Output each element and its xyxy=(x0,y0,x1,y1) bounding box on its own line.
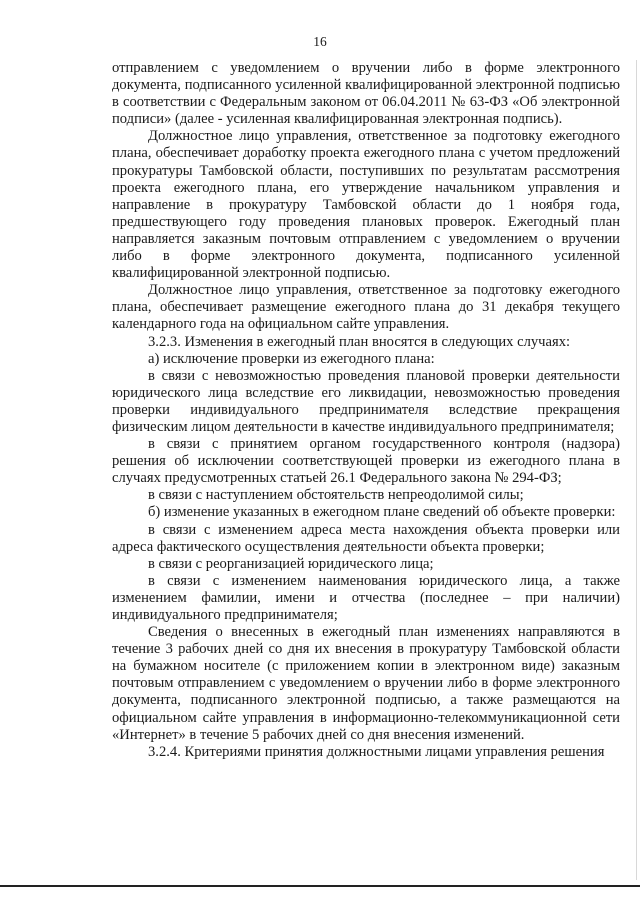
document-body xyxy=(112,60,620,761)
paragraph: Должностное лицо управления, ответственное за подготовку ежегодного плана, обеспечивает размещение ежегодного плана до 31 декабря текущего календарного года на официальном сайте управления. xyxy=(112,282,620,333)
paragraph: 3.2.3. Изменения в ежегодный план вносятся в следующих случаях: xyxy=(148,333,571,350)
paragraph: в связи с принятием органом государственного контроля (надзора) решения об исключении соответствующей проверки из ежегодного плана в случаях предусмотренных статьей 26.1 Федерального закона № 294-ФЗ; xyxy=(112,436,620,487)
paragraph: 3.2.4. Критериями принятия должностными лицами управления решения xyxy=(148,743,605,760)
paragraph: Должностное лицо управления, ответственное за подготовку ежегодного плана, обеспечивает доработку проекта ежегодного плана с учетом предложений прокуратуры Тамбовской области, поступивших по результатам рассмотрения проекта ежегодного плана, его утверждение начальником управления и направление в прокуратуру Тамбовской области до 1 ноября года, предшествующего году проведения плановых проверок. Ежегодный план направляется заказным почтовым отправлением с уведомлением о вручении либо в форме электронного документа, подписанного усиленной квалифицированной электронной подписью. xyxy=(112,128,620,282)
scan-edge-line xyxy=(636,60,637,880)
paragraph: а) исключение проверки из ежегодного плана: xyxy=(148,350,435,367)
paragraph: Сведения о внесенных в ежегодный план изменениях направляются в течение 3 рабочих дней со дня их внесения в прокуратуру Тамбовской области на бумажном носителе (с приложением копии в электронном виде) заказным почтовым отправлением с уведомлением о вручении либо в форме электронного документа, подписанного электронной подписью, а также размещаются на официальном сайте управления в информационно-телекоммуникационной сети «Интернет» в течение 5 рабочих дней со дня внесения изменений. xyxy=(112,624,620,743)
paragraph: в связи с невозможностью проведения плановой проверки деятельности юридического лица вследствие его ликвидации, невозможностью проведения проверки индивидуального предпринимателя вследствие прекращения физическим лицом деятельности в качестве индивидуального предпринимателя; xyxy=(112,367,620,435)
paragraph: в связи с реорганизацией юридического лица; xyxy=(148,555,434,572)
paragraph: б) изменение указанных в ежегодном плане сведений об объекте проверки: xyxy=(148,504,616,521)
paragraph: в связи с наступлением обстоятельств непреодолимой силы; xyxy=(148,487,524,504)
paragraph: в связи с изменением адреса места нахождения объекта проверки или адреса фактического осуществления деятельности объекта проверки; xyxy=(112,521,620,555)
page-number: 16 xyxy=(313,34,327,49)
paragraph: отправлением с уведомлением о вручении либо в форме электронного документа, подписанного усиленной квалифицированной электронной подписью в соответствии с Федеральным законом от 06.04.2011 № 63-ФЗ «Об электронной подписи» (далее - усиленная квалифицированная электронная подпись). xyxy=(112,60,620,128)
paragraph: в связи с изменением наименования юридического лица, а также изменением фамилии, имени и отчества (последнее – при наличии) индивидуального предпринимателя; xyxy=(112,572,620,623)
page-bottom-rule xyxy=(0,885,640,887)
